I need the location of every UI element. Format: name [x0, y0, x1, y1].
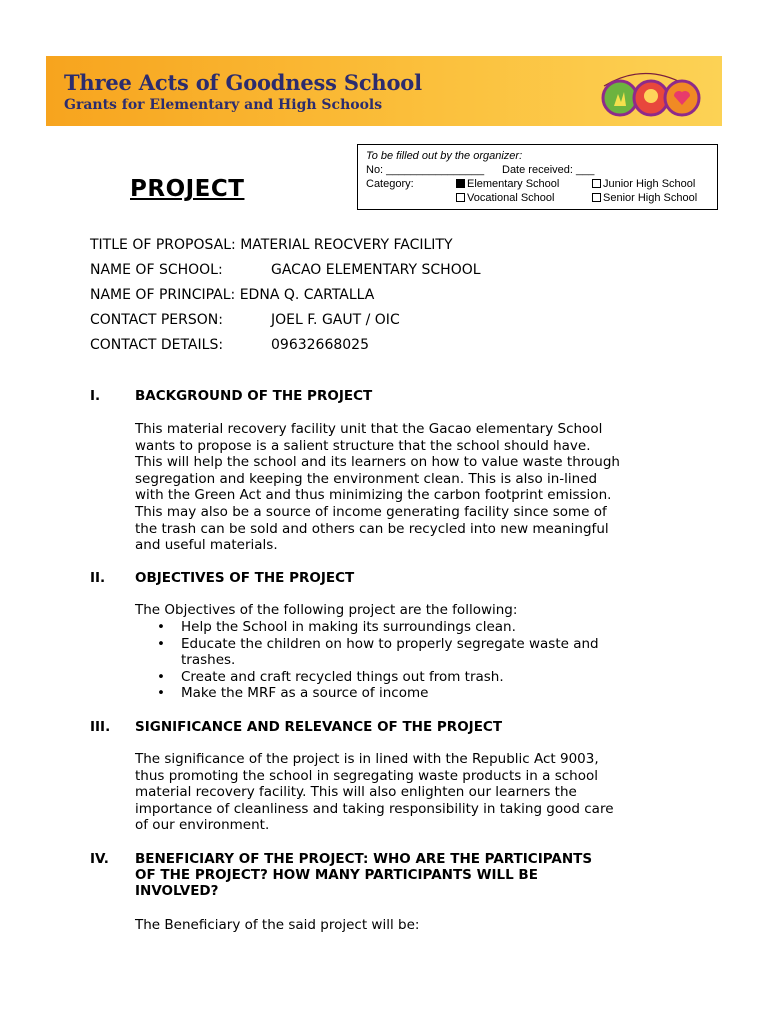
info-row-school [90, 262, 481, 278]
section-paragraph [135, 751, 695, 834]
paragraph-line: wants to propose is a salient structure that the school should have. [135, 437, 591, 454]
banner-subtitle: Grants for Elementary and High Schools [64, 97, 383, 113]
category-label: Category: [366, 178, 414, 190]
objectives-intro [135, 602, 695, 619]
section-number: II. [90, 570, 106, 586]
paragraph-line: This material recovery facility unit that the Gacao elementary School [135, 421, 603, 437]
info-label: NAME OF PRINCIPAL: EDNA Q. CARTALLA [90, 287, 375, 303]
banner-title: Three Acts of Goodness School [64, 70, 422, 95]
category-option-vocational[interactable] [456, 191, 554, 205]
info-value: 09632668025 [271, 337, 369, 353]
category-option-elementary[interactable] [456, 177, 559, 191]
option-label: Senior High School [603, 192, 698, 204]
paragraph-line: the trash can be sold and others can be recycled into new meaningful [135, 520, 609, 537]
info-row-contact-person [90, 312, 400, 328]
paragraph-line: segregation and keeping the environment clean. This is also in-lined [135, 470, 598, 487]
info-label: TITLE OF PROPOSAL: MATERIAL REOCVERY FACILITY [90, 237, 453, 253]
organizer-box [357, 144, 718, 210]
checkbox-icon[interactable] [592, 179, 601, 188]
header-banner [46, 56, 722, 126]
section-number: IV. [90, 851, 109, 867]
list-item: • Create and craft recycled things out from trash. [135, 669, 695, 686]
info-row-contact-details [90, 337, 369, 353]
checkbox-icon[interactable] [592, 193, 601, 202]
paragraph-line: material recovery facility. This will also enlighten our learners the [135, 784, 577, 801]
info-value: JOEL F. GAUT / OIC [271, 312, 400, 328]
checkbox-checked-icon[interactable] [456, 179, 465, 188]
paragraph-line: The Objectives of the following project are the following: [135, 602, 518, 618]
section-number: I. [90, 388, 101, 404]
paragraph-line: with the Green Act and thus minimizing the carbon footprint emission. [135, 487, 612, 504]
list-item: • Make the MRF as a source of income [135, 685, 695, 702]
heading-line: BENEFICIARY OF THE PROJECT: WHO ARE THE PARTICIPANTS [135, 851, 593, 867]
section-heading: SIGNIFICANCE AND RELEVANCE OF THE PROJECT [135, 719, 503, 735]
page-title: PROJECT [130, 176, 245, 202]
three-acts-logo-icon [574, 58, 714, 124]
category-option-junior-high[interactable] [592, 177, 695, 191]
list-item: • Help the School in making its surroundings clean. [135, 619, 695, 636]
number-field[interactable]: No: ________________ [366, 164, 485, 176]
section-heading: BACKGROUND OF THE PROJECT [135, 388, 373, 404]
paragraph-line: The Beneficiary of the said project will be: [135, 917, 420, 933]
paragraph-line: The significance of the project is in lined with the Republic Act 9003, [135, 751, 599, 767]
info-label: CONTACT DETAILS: [90, 337, 224, 353]
info-row-principal [90, 287, 374, 303]
paragraph-line: importance of cleanliness and taking responsibility in taking good care [135, 800, 614, 817]
paragraph-line: This will help the school and its learners on how to value waste through [135, 454, 620, 471]
option-label: Junior High School [603, 178, 696, 190]
paragraph-line: and useful materials. [135, 537, 278, 554]
date-received-field[interactable]: Date received: ___ [502, 164, 595, 176]
section-paragraph [135, 421, 695, 554]
checkbox-icon[interactable] [456, 193, 465, 202]
option-label: Elementary School [467, 178, 560, 190]
info-row-title [90, 237, 453, 253]
paragraph-line: thus promoting the school in segregating waste products in a school [135, 767, 599, 784]
heading-line: INVOLVED? [135, 883, 219, 899]
heading-line: OF THE PROJECT? HOW MANY PARTICIPANTS WILL BE [135, 867, 538, 883]
section-number: III. [90, 719, 111, 735]
info-value: GACAO ELEMENTARY SCHOOL [271, 262, 481, 278]
objectives-list [135, 619, 695, 702]
option-label: Vocational School [467, 192, 555, 204]
info-label: CONTACT PERSON: [90, 312, 223, 328]
section-heading [135, 851, 675, 899]
paragraph-line: This may also be a source of income generating facility since some of [135, 503, 607, 520]
section-paragraph [135, 917, 695, 934]
paragraph-line: of our environment. [135, 817, 270, 834]
info-label: NAME OF SCHOOL: [90, 262, 223, 278]
organizer-heading: To be filled out by the organizer: [366, 150, 523, 162]
section-heading: OBJECTIVES OF THE PROJECT [135, 570, 355, 586]
list-item: • Educate the children on how to properly segregate waste and trashes. [135, 636, 695, 669]
category-option-senior-high[interactable] [592, 191, 697, 205]
